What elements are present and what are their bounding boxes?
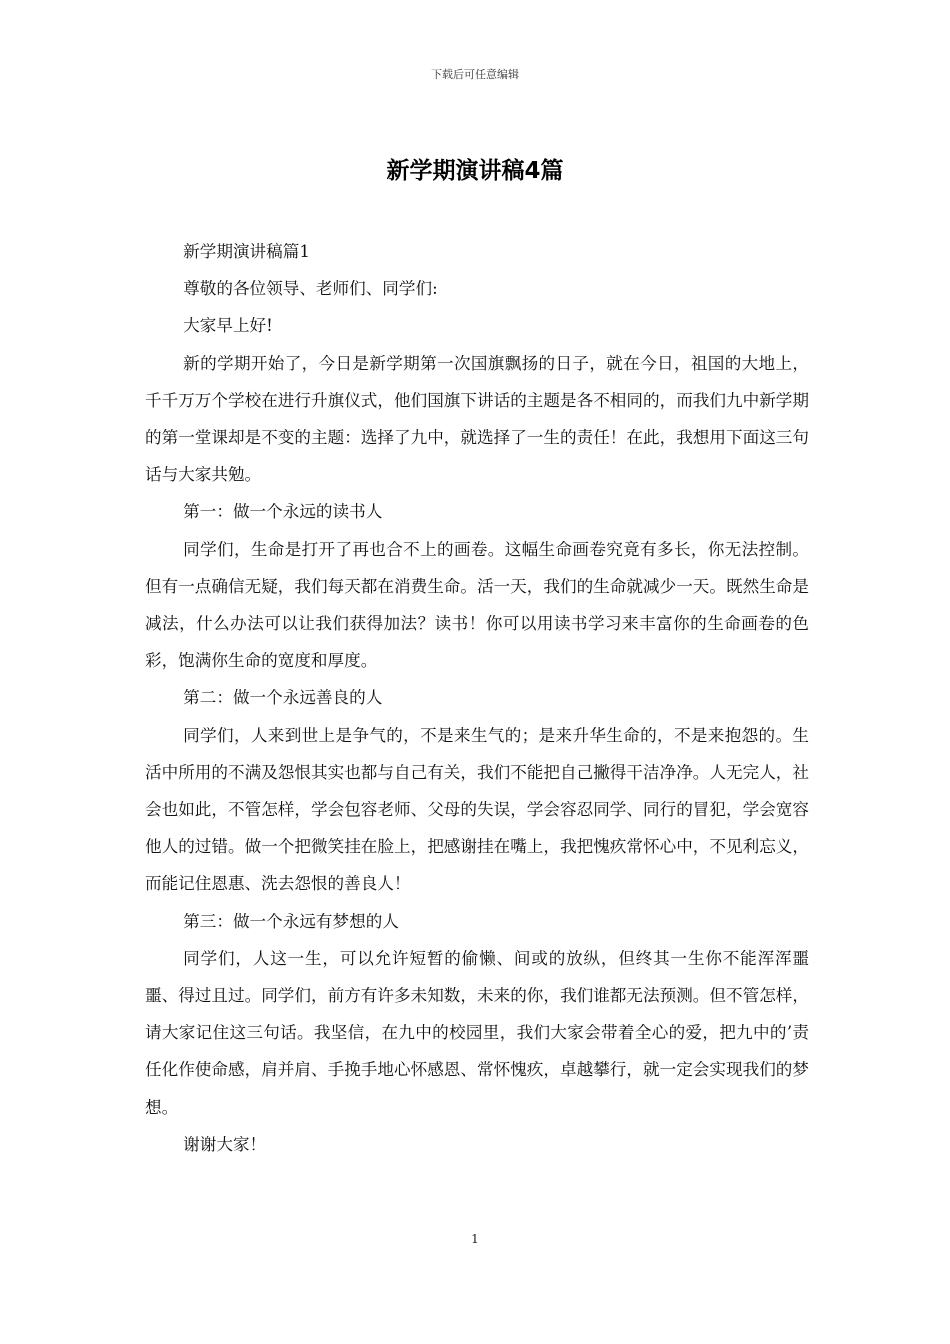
page-number: 1 [471,1232,479,1246]
subheading-second: 第二：做一个永远善良的人 [183,688,383,708]
body-paragraph: 同学们，生命是打开了再也合不上的画卷。这幅生命画卷究竟有多长，你无法控制。但有一点确信无疑，我们每天都在消费生命。活一天，我们的生命就减少一天。既然生命是减法，什么办法可以让我们获得加法？读书！你可以用读书学习来丰富你的生命画卷的色彩，饱满你生命的宽度和厚度。 [145,539,809,671]
greeting: 大家早上好! [183,316,273,336]
body-paragraph: 新的学期开始了，今日是新学期第一次国旗飘扬的日子，就在今日，祖国的大地上，千千万万个学校在进行升旗仪式，他们国旗下讲话的主题是各不相同的，而我们九中新学期的第一堂课却是不变的主题：选择了九中，就选择了一生的责任！在此，我想用下面这三句话与大家共勉。 [145,353,809,485]
document-body [145,233,809,1163]
header-note: 下载后可任意编辑 [431,68,519,81]
section-heading: 新学期演讲稿篇1 [183,242,310,261]
body-paragraph: 同学们，人这一生，可以允许短暂的偷懒、间或的放纵，但终其一生你不能浑浑噩噩、得过且过。同学们，前方有许多未知数，未来的你，我们谁都无法预测。但不管怎样，请大家记住这三句话。我坚信，在九中的校园里，我们大家会带着全心的爱，把九中的’责任化作使命感，肩并肩、手挽手地心怀感恩、常怀愧疚，卓越攀行，就一定会实现我们的梦想。 [145,948,809,1117]
document-title: 新学期演讲稿4篇 [386,158,564,184]
subheading-third: 第三：做一个永远有梦想的人 [183,911,399,931]
body-paragraph: 同学们，人来到世上是争气的，不是来生气的；是来升华生命的，不是来抱怨的。生活中所用的不满及怨恨其实也都与自己有关，我们不能把自己撇得干洁净净。人无完人，社会也如此，不管怎样，学会包容老师、父母的失误，学会容忍同学、同行的冒犯，学会宽容他人的过错。做一个把微笑挂在脸上，把感谢挂在嘴上，我把愧疚常怀心中，不见利忘义，而能记住恩惠、洗去怨恨的善良人！ [145,725,809,894]
salutation: 尊敬的各位领导、老师们、同学们: [183,279,438,299]
closing: 谢谢大家！ [183,1134,267,1154]
subheading-first: 第一：做一个永远的读书人 [183,502,383,522]
